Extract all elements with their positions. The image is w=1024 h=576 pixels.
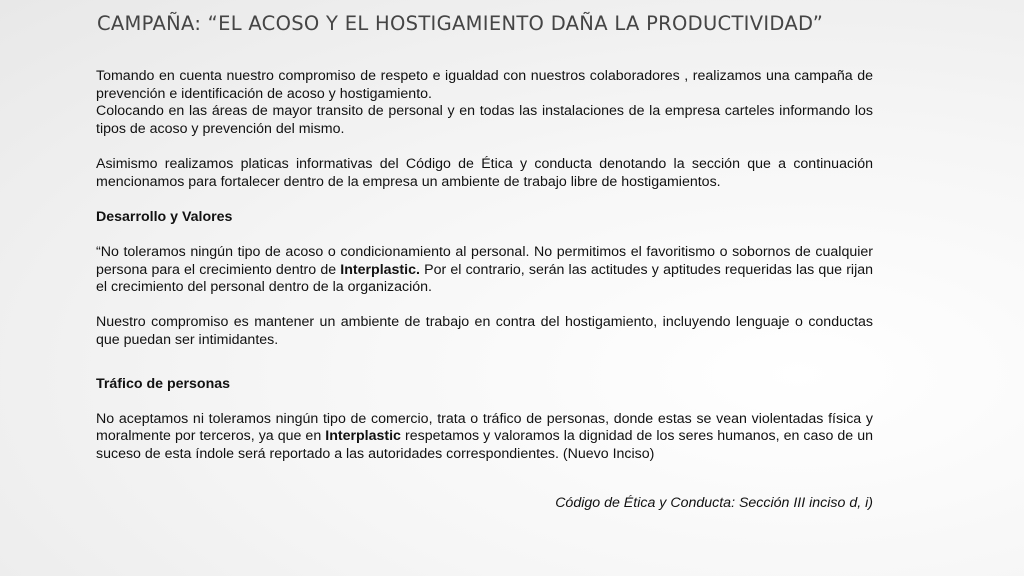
intro-paragraph-1: Tomando en cuenta nuestro compromiso de respeto e igualdad con nuestros colaboradores , realizamos una campaña de prevención e identificación de acoso y hostigamiento. [96,68,873,102]
spacer [96,463,873,495]
section-heading-desarrollo: Desarrollo y Valores [96,208,233,225]
spacer [96,191,873,209]
intro-paragraph-3: Asimismo realizamos platicas informativas del Código de Ética y conducta denotando la sección que a continuación mencionamos para fortalecer dentro de la empresa un ambiente de trabajo libre de hostigamientos. [96,155,873,190]
spacer [96,226,873,244]
company-name-bold: Interplastic. [340,261,420,278]
intro-paragraph-2: Colocando en las áreas de mayor transito de personal y en todas las instalaciones de la empresa carteles informando los tipos de acoso y prevención del mismo. [96,103,873,137]
section-heading-trafico: Tráfico de personas [96,375,231,392]
slide-title: CAMPAÑA: “EL ACOSO Y EL HOSTIGAMIENTO DAÑA LA PRODUCTIVIDAD” [97,12,824,35]
slide-body [96,68,873,513]
spacer [96,350,873,376]
spacer [96,297,873,315]
desarrollo-text-b: Por el contrario, serán las actitudes y aptitudes requeridas las que rijan el crecimiento del personal dentro de la organización. [96,261,873,296]
trafico-paragraph-1 [96,411,873,464]
company-name-bold: Interplastic [325,428,401,445]
trafico-text-a: No aceptamos ni toleramos ningún tipo de comercio, trata o tráfico de personas, donde estas se vean violentadas física y moralmente por terceros, ya que en [96,410,873,445]
trafico-text-b: respetamos y valoramos la dignidad de los seres humanos, en caso de un suceso de esta índole será reportado a las autoridades correspondientes. (Nuevo Inciso) [96,428,873,462]
desarrollo-text-a: “No toleramos ningún tipo de acoso o condicionamiento al personal. No permitimos el favoritismo o sobornos de cualquier persona para el crecimiento dentro de [96,243,873,278]
spacer [96,393,873,411]
citation: Código de Ética y Conducta: Sección III inciso d, i) [555,495,873,512]
desarrollo-paragraph-2: Nuestro compromiso es mantener un ambiente de trabajo en contra del hostigamiento, incluyendo lenguaje o conductas que puedan ser intimidantes. [96,314,873,348]
desarrollo-paragraph-1 [96,244,873,297]
spacer [96,138,873,156]
